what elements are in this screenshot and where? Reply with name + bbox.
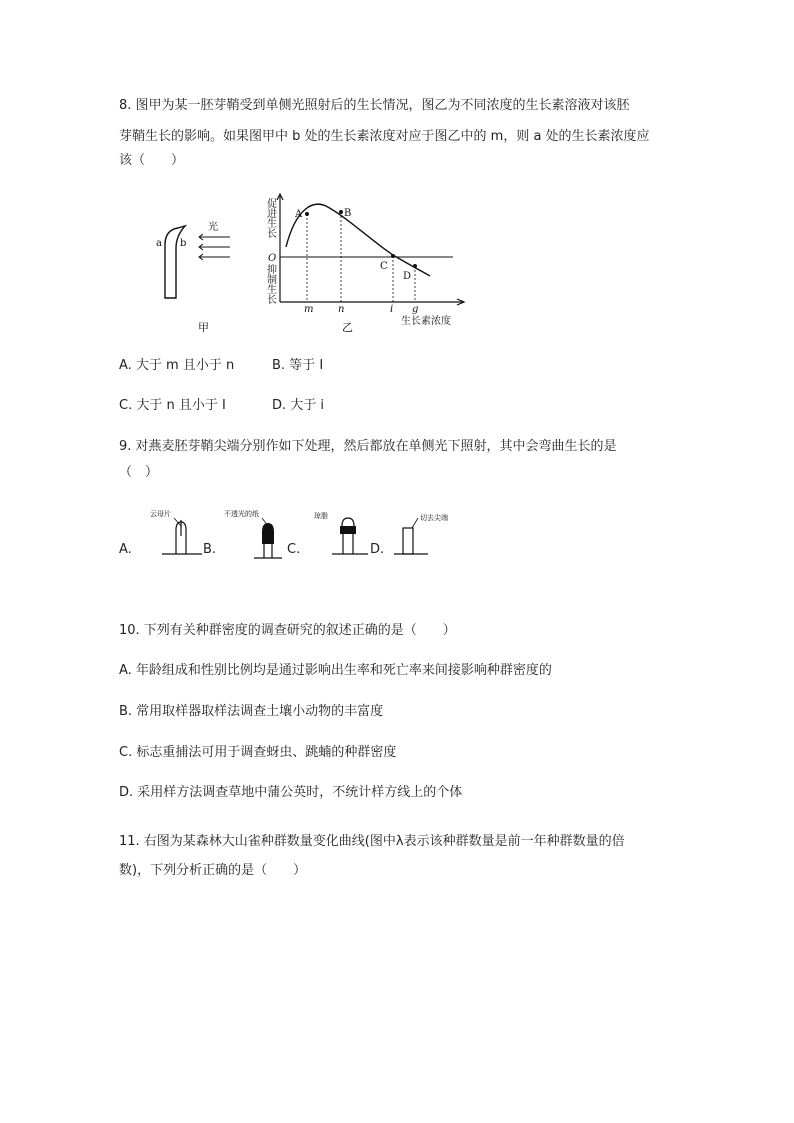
q9-option-c: C.	[287, 542, 301, 557]
agar-block	[340, 526, 356, 534]
q9-option-d: D.	[370, 542, 385, 557]
y-top-label: 促进生长	[264, 198, 276, 238]
q9-option-b: B.	[203, 542, 217, 557]
q8-stem-line1: 8. 图甲为某一胚芽鞘受到单侧光照射后的生长情况，图乙为不同浓度的生长素溶液对该胚	[119, 98, 630, 113]
q9-figure-d	[388, 506, 468, 558]
q10-option-d: D. 采用样方法调查草地中蒲公英时，不统计样方线上的个体	[119, 785, 463, 800]
q9-stem-line2: （ ）	[119, 465, 159, 480]
q8-option-d: D. 大于 i	[272, 398, 325, 413]
label-B: B	[344, 208, 352, 219]
tick-m: m	[304, 304, 314, 315]
q8-stem-line2: 芽鞘生长的影响。如果图甲中 b 处的生长素浓度对应于图乙中的 m，则 a 处的生长素浓度应	[119, 129, 650, 144]
label-a: a	[156, 238, 162, 249]
q9-figure-a	[148, 506, 206, 558]
origin-label: O	[268, 253, 277, 264]
tick-n: n	[338, 304, 345, 315]
q10-stem: 10. 下列有关种群密度的调查研究的叙述正确的是（ ）	[119, 623, 456, 638]
q11-stem-line1: 11. 右图为某森林大山雀种群数量变化曲线(图中λ表示该种群数量是前一年种群数量的倍	[119, 834, 625, 849]
q9-figure-c	[312, 506, 370, 558]
q8-option-a: A. 大于 m 且小于 n	[119, 358, 235, 373]
figure-yi	[258, 190, 478, 340]
q8-option-c: C. 大于 n 且小于 I	[119, 398, 226, 413]
q10-option-a: A. 年龄组成和性别比例均是通过影响出生率和死亡率来间接影响种群密度的	[119, 663, 552, 678]
light-arrows	[199, 234, 230, 260]
label-A: A	[295, 209, 303, 220]
q9-fig-d-label: 切去尖端	[420, 514, 448, 522]
q9-figure-b	[222, 506, 282, 562]
tick-i: i	[390, 304, 394, 315]
q9-stem-line1: 9. 对燕麦胚芽鞘尖端分别作如下处理，然后都放在单侧光下照射，其中会弯曲生长的是	[119, 439, 617, 454]
q9-fig-c-label: 琼脂	[314, 512, 328, 520]
x-axis-label: 生长素浓度	[401, 316, 451, 327]
caption-jia: 甲	[198, 321, 209, 334]
q8-option-b: B. 等于 I	[272, 358, 324, 373]
figure-jia	[148, 210, 238, 335]
label-C: C	[380, 261, 388, 272]
coleoptile-shape	[165, 226, 185, 298]
q9-option-a: A.	[119, 542, 132, 557]
y-bottom-label: 抑制生长	[264, 264, 276, 304]
tick-g: g	[412, 304, 419, 315]
q10-option-b: B. 常用取样器取样法调查土壤小动物的丰富度	[119, 704, 384, 719]
q8-stem-line3: 该（ ）	[119, 153, 185, 168]
q9-fig-a-label: 云母片	[150, 510, 171, 518]
opaque-cap	[262, 523, 274, 544]
caption-yi: 乙	[342, 321, 353, 334]
light-label: 光	[208, 222, 218, 233]
label-D: D	[403, 271, 412, 282]
q9-fig-b-label: 不透光的纸	[224, 510, 259, 518]
label-b: b	[180, 238, 187, 249]
q11-stem-line2: 数)，下列分析正确的是（ ）	[119, 863, 307, 878]
cut-coleoptile	[403, 528, 413, 554]
q10-option-c: C. 标志重捕法可用于调查蚜虫、跳蝻的种群密度	[119, 745, 397, 760]
